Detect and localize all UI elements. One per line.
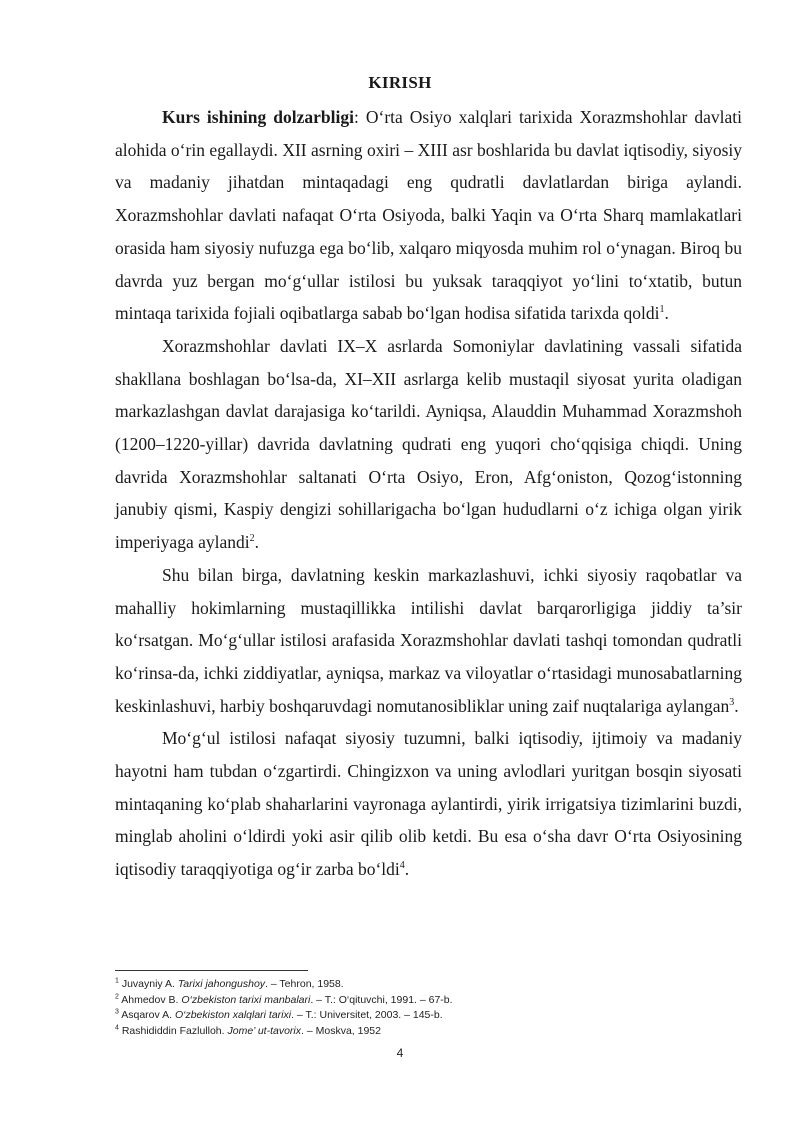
paragraph-end: . <box>734 695 739 716</box>
paragraph-text: Xorazmshohlar davlati IX–X asrlarda Somoniylar davlatining vassali sifatida shakllana boshlagan bo‘lsa-da, XI–XII asrlarga kelib mustaqil siyosat yurita oladigan markazlashgan davlat darajasiga ko‘tarildi. Ayniqsa, Alauddin Muhammad Xorazmshoh (1200–1220-yillar) davrida davlatning qudrati eng yuqori cho‘qqisiga chiqdi. Uning davrida Xorazmshohlar saltanati O‘rta Osiyo, Eron, Afg‘oniston, Qozog‘istonning janubiy qismi, Kaspiy dengizi sohillarigacha bo‘lgan hududlarni o‘z ichiga olgan yirik imperiyaga aylandi <box>115 335 742 553</box>
footnote-title: O‘zbekiston tarixi manbalari <box>181 993 311 1006</box>
paragraph-text: : O‘rta Osiyo xalqlari tarixida Xorazmshohlar davlati alohida o‘rin egallaydi. XII asrning oxiri – XIII asr boshlarida bu davlat iqtisodiy, siyosiy va madaniy jihatdan mintaqadagi eng qudratli davlatlardan biriga aylandi. Xorazmshohlar davlati nafaqat O‘rta Osiyoda, balki Yaqin va O‘rta Sharq mamlakatlari orasida ham siyosiy nufuzga ega bo‘lib, xalqaro miqyosda muhim rol o‘ynagan. Biroq bu davrda yuz bergan mo‘g‘ullar istilosi bu yuksak taraqqiyot yo‘lini to‘xtatib, butun mintaqa tarixida fojiali oqibatlarga sabab bo‘lgan hodisa sifatida tarixda qoldi <box>115 107 743 324</box>
footnote-4 <box>115 1024 742 1040</box>
footnote-separator <box>115 970 308 971</box>
footnote-author: Asqarov A. <box>121 1009 175 1021</box>
footnote-rest: . – Tehron, 1958. <box>265 978 344 990</box>
footnote-number: 4 <box>115 1024 119 1031</box>
footnote-number: 3 <box>115 1008 119 1016</box>
footnote-ref: 1 <box>659 304 665 316</box>
footnote-number: 2 <box>115 993 119 1000</box>
paragraph-text: Shu bilan birga, davlatning keskin markazlashuvi, ichki siyosiy raqobatlar va mahalliy hokimlarning mustaqillikka intilishi davlat barqarorligiga jiddiy ta’sir ko‘rsatgan. Mo‘g‘ullar istilosi arafasida Xorazmshohlar davlati tashqi tomondan qudratli ko‘rinsa-da, ichki ziddiyatlar, ayniqsa, markaz va viloyatlar o‘rtasidagi munosabatlarning keskinlashuvi, harbiy boshqaruvdagi nomutanosibliklar uning zaif nuqtalariga aylangan <box>115 564 742 716</box>
footnote-ref: 3 <box>729 696 735 708</box>
body-text <box>115 101 742 886</box>
paragraph-2 <box>115 330 742 559</box>
footnote-title: O‘zbekiston xalqlari tarixi <box>174 1009 292 1021</box>
paragraph-lead: Kurs ishining dolzarbligi <box>162 107 354 127</box>
footnote-number: 1 <box>115 977 119 985</box>
footnote-author: Rashididdin Fazlulloh. <box>121 1024 228 1037</box>
footnote-author: Juvayniy A. <box>121 978 178 990</box>
paragraph-end: . <box>254 532 259 553</box>
footnote-title: Jome’ ut-tavorix <box>227 1024 302 1037</box>
footnote-ref: 4 <box>399 860 405 872</box>
paragraph-end: . <box>404 859 410 880</box>
paragraph-end: . <box>664 303 669 324</box>
footnote-3 <box>115 1008 742 1024</box>
page-number: 4 <box>396 1046 404 1060</box>
footnote-author: Ahmedov B. <box>121 993 182 1006</box>
footnote-rest: . – Moskva, 1952 <box>301 1024 381 1037</box>
paragraph-4 <box>115 722 742 886</box>
paragraph-text: Mo‘g‘ul istilosi nafaqat siyosiy tuzumni, balki iqtisodiy, ijtimoiy va madaniy hayotni ham tubdan o‘zgartirdi. Chingizxon va uning avlodlari yuritgan bosqin siyosati mintaqaning ko‘plab shaharlarini vayronaga aylantirdi, yirik irrigatsiya tizimlarini buzdi, minglab aholini o‘ldirdi yoki asir qilib olib ketdi. Bu esa o‘sha davr O‘rta Osiyosining iqtisodiy taraqqiyotiga og‘ir zarba bo‘ldi <box>115 728 742 880</box>
paragraph-3 <box>115 559 742 723</box>
footnote-1 <box>115 977 742 993</box>
footnote-2 <box>115 993 742 1009</box>
footnote-rest: . – T.: O‘qituvchi, 1991. – 67-b. <box>310 993 453 1006</box>
footnote-rest: . – T.: Universitet, 2003. – 145-b. <box>291 1009 443 1021</box>
footnotes <box>115 977 742 1039</box>
footnote-ref: 2 <box>249 533 255 545</box>
paragraph-1 <box>115 101 742 330</box>
footnote-title: Tarixi jahongushoy <box>177 978 266 990</box>
section-heading: KIRISH <box>368 73 432 92</box>
